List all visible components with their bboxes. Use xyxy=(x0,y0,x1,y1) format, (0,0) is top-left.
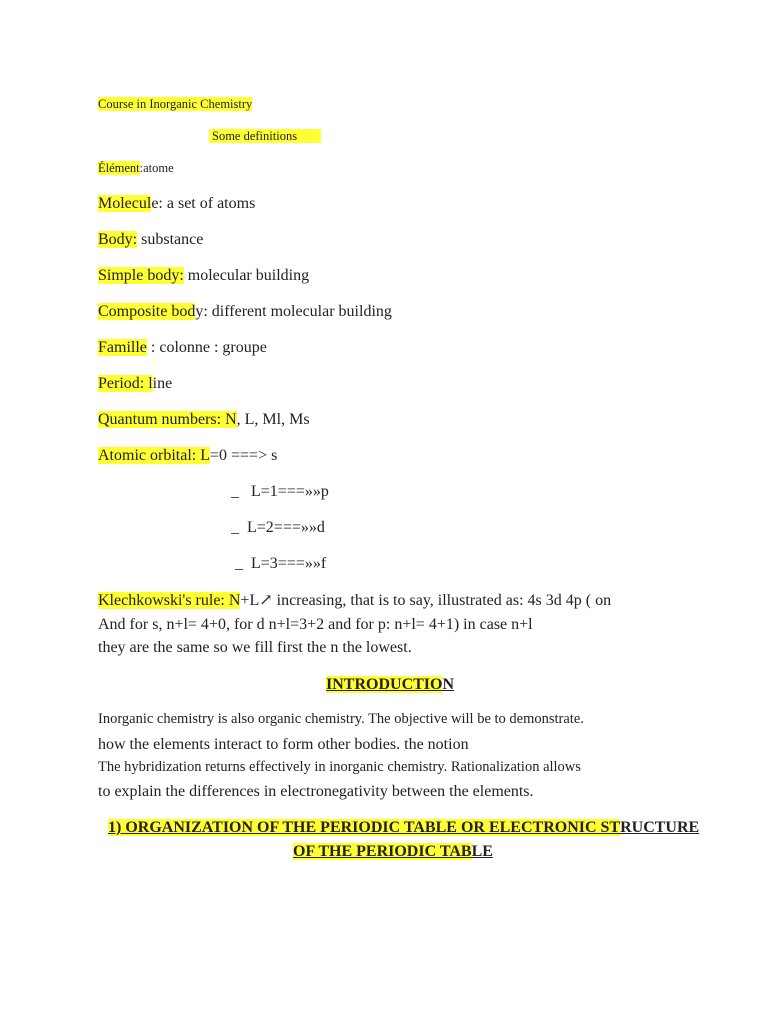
orbital-p: _ L=1===»»p xyxy=(231,483,329,500)
klechkowski-rule-line3: they are the same so we fill first the n the lowest. xyxy=(98,639,412,656)
orbital-f: _ L=3===»»f xyxy=(235,555,327,572)
definition-simple-body: Simple body: molecular building xyxy=(98,267,310,284)
klechkowski-rule: Klechkowski's rule: N+L↗ increasing, that is to say, illustrated as: 4s 3d 4p ( on xyxy=(98,592,612,609)
intro-paragraph-line1: Inorganic chemistry is also organic chemistry. The objective will be to demonstrate. xyxy=(98,711,584,727)
definition-quantum-numbers: Quantum numbers: N, L, Ml, Ms xyxy=(98,411,310,428)
section-title: Some definitions xyxy=(209,129,321,143)
definition-composite-body: Composite body: different molecular building xyxy=(98,303,392,320)
course-title: Course in Inorganic Chemistry xyxy=(98,97,253,111)
definition-famille: Famille : colonne : groupe xyxy=(98,339,267,356)
intro-paragraph-line3: The hybridization returns effectively in inorganic chemistry. Rationalization allows xyxy=(98,759,581,775)
definition-element: Élément:atome xyxy=(98,161,174,175)
definition-body: Body: substance xyxy=(98,231,204,248)
definition-atomic-orbital: Atomic orbital: L=0 ===> s xyxy=(98,447,278,464)
introduction-heading: INTRODUCTION xyxy=(326,676,455,693)
intro-paragraph-line4: to explain the differences in electronegativity between the elements. xyxy=(98,783,534,800)
definition-molecule: Molecule: a set of atoms xyxy=(98,195,256,212)
klechkowski-rule-line2: And for s, n+l= 4+0, for d n+l=3+2 and for p: n+l= 4+1) in case n+l xyxy=(98,616,533,633)
orbital-d: _ L=2===»»d xyxy=(231,519,325,536)
section1-heading-line1: 1) ORGANIZATION OF THE PERIODIC TABLE OR ELECTRONIC STRUCTURE xyxy=(108,819,700,836)
section1-heading-line2: OF THE PERIODIC TABLE xyxy=(293,843,493,860)
definition-period: Period: line xyxy=(98,375,173,392)
intro-paragraph-line2: how the elements interact to form other bodies. the notion xyxy=(98,736,469,753)
